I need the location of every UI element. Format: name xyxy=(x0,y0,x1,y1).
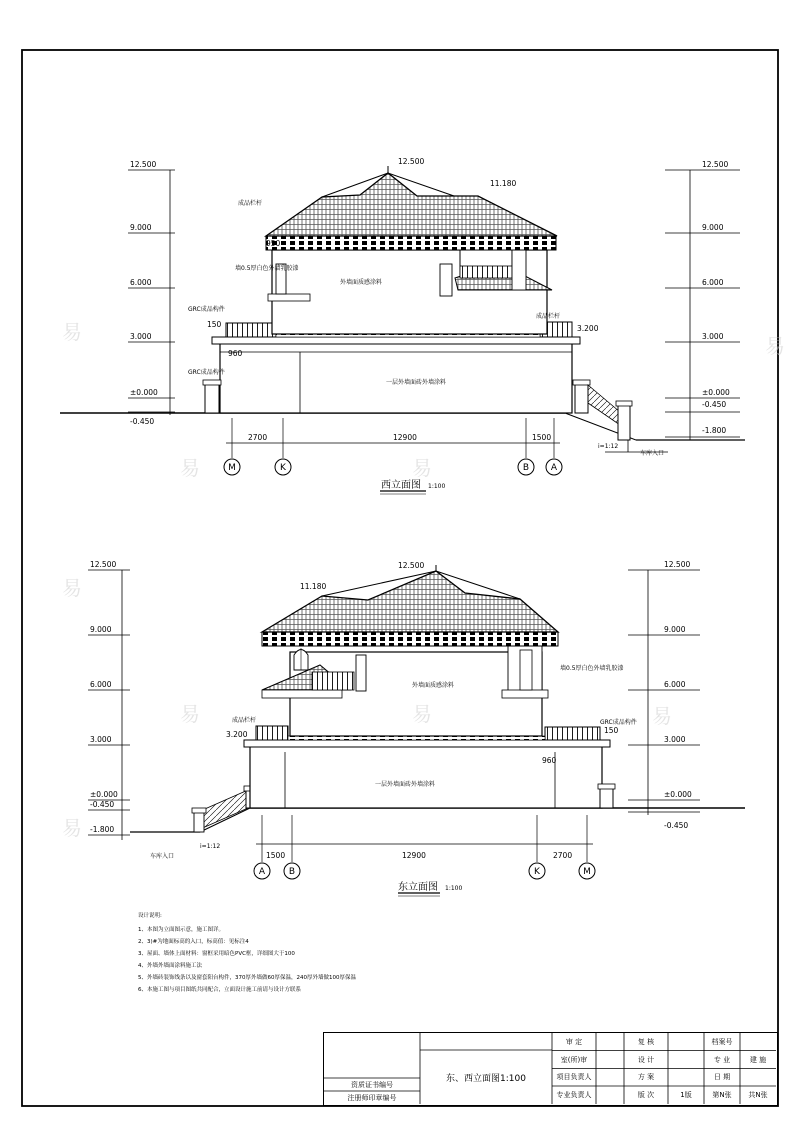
west-level-right: 3.000 xyxy=(702,332,724,341)
tb-cell: 项目负责人 xyxy=(556,1073,592,1082)
notes-item: 5、外墙砖装饰线条以及窗套阳台构件，370厚外墙做60厚保温，240厚外墙做100厚保温 xyxy=(138,975,356,981)
drawing-name: 东、西立面图1:100 xyxy=(446,1073,526,1084)
tb-cell: 档案号 xyxy=(711,1037,733,1046)
tb-cell: 第N张 xyxy=(712,1091,732,1099)
east-axis-label: K xyxy=(534,867,540,877)
watermark: 易 xyxy=(180,456,200,480)
east-callout: i=1:12 xyxy=(200,843,221,850)
tb-cell: 专业负责人 xyxy=(556,1091,592,1099)
east-level-left: 6.000 xyxy=(90,680,112,689)
east-level-right: -0.450 xyxy=(664,821,689,830)
notes-item: 1、本图为立面图示意，施工图详。 xyxy=(138,927,225,933)
west-callout: i=1:12 xyxy=(598,443,619,450)
east-title: 东立面图 xyxy=(398,882,438,893)
west-callout: GRC成品构件 xyxy=(188,369,225,376)
tb-cell: 日 期 xyxy=(713,1073,731,1082)
west-callout: 外墙面质感涂料 xyxy=(340,279,383,286)
west-level-right: -1.800 xyxy=(702,426,727,435)
watermark: 易 xyxy=(652,704,672,728)
east-axis-dim: 12900 xyxy=(402,851,426,860)
east-callout: 墙0.5厚白色外墙乳胶漆 xyxy=(560,665,624,672)
tb-cell: 1版 xyxy=(680,1091,692,1099)
tb-cell: 建 施 xyxy=(749,1055,767,1064)
notes-item: 2、3)#为地面标高的入口，标高值：见标注4 xyxy=(138,939,249,945)
tb-cell: 室(所)审 xyxy=(560,1055,588,1064)
east-level-right: 3.000 xyxy=(664,735,686,744)
notes-item: 4、外墙外墙面涂料施工法 xyxy=(138,963,203,969)
watermark: 易 xyxy=(412,702,432,726)
west-level-left: 3.000 xyxy=(130,332,152,341)
west-elevation xyxy=(60,166,745,494)
west-level-right: 9.000 xyxy=(702,223,724,232)
east-callout: GRC成品构件 xyxy=(600,719,637,726)
east-callout: 一层外墙面砖外墙涂料 xyxy=(375,781,436,788)
west-axis-dim: 12900 xyxy=(393,433,417,442)
east-level-left: -1.800 xyxy=(90,825,115,834)
tb-cell: 专 业 xyxy=(713,1055,731,1064)
cert-number-label: 资质证书编号 xyxy=(351,1080,393,1089)
watermark: 易 xyxy=(62,320,82,344)
west-axis-label: M xyxy=(228,463,236,473)
title-block xyxy=(323,1032,778,1106)
watermark: 易 xyxy=(765,334,785,358)
design-notes xyxy=(138,910,356,996)
notes-item: 3、屋面、墙体上面材料：窗框采用暗色PVC框，详细图大于100 xyxy=(138,951,295,957)
east-callout: 成品栏杆 xyxy=(232,717,257,724)
east-level-left: ±0.000 xyxy=(90,790,118,799)
east-dim: 150 xyxy=(604,726,619,735)
west-level-right: ±0.000 xyxy=(702,388,730,397)
west-level-left: -0.450 xyxy=(130,417,155,426)
east-callout: 车库入口 xyxy=(150,853,175,860)
tb-cell: 复 核 xyxy=(637,1037,655,1046)
east-axis-dim: 2700 xyxy=(553,851,573,860)
west-callout: 成品栏杆 xyxy=(536,313,561,320)
watermark: 易 xyxy=(62,576,82,600)
east-top-level: 12.500 xyxy=(398,561,425,570)
east-level-right: ±0.000 xyxy=(664,790,692,799)
west-level-left: ±0.000 xyxy=(130,388,158,397)
notes-heading: 设计说明: xyxy=(138,913,162,919)
west-dim: 150 xyxy=(207,320,222,329)
west-level-left: 6.000 xyxy=(130,278,152,287)
west-level-right: 12.500 xyxy=(702,160,729,169)
west-callout: 墙0.5厚白色外墙乳胶漆 xyxy=(235,265,299,272)
west-level-right: 6.000 xyxy=(702,278,724,287)
west-dim: 950 xyxy=(266,239,281,248)
watermark: 易 xyxy=(180,702,200,726)
west-level-left: 9.000 xyxy=(130,223,152,232)
west-axis-dim: 1500 xyxy=(532,433,552,442)
west-ridge-level: 11.180 xyxy=(490,179,517,188)
east-level-right: 6.000 xyxy=(664,680,686,689)
west-terrace-level: 3.200 xyxy=(577,324,599,333)
watermark: 易 xyxy=(62,816,82,840)
east-terrace-level: 3.200 xyxy=(226,730,248,739)
tb-cell: 方 案 xyxy=(637,1073,655,1082)
east-axis-label: A xyxy=(258,867,266,877)
east-level-right: 12.500 xyxy=(664,560,691,569)
notes-item: 6、本施工图与项目图纸共同配合，立面设计施工前请与设计方联系 xyxy=(138,987,302,993)
east-axis-dim: 1500 xyxy=(266,851,286,860)
west-scale: 1:100 xyxy=(428,483,446,490)
west-callout: 一层外墙面砖外墙涂料 xyxy=(386,379,447,386)
east-callout: 外墙面质感涂料 xyxy=(412,682,455,689)
west-callout: 成品栏杆 xyxy=(238,200,263,207)
west-level-right: -0.450 xyxy=(702,400,727,409)
east-level-right: 9.000 xyxy=(664,625,686,634)
east-scale: 1:100 xyxy=(445,885,463,892)
east-ridge-level: 11.180 xyxy=(300,582,327,591)
west-axis-label: K xyxy=(280,463,286,473)
east-axis-label: B xyxy=(288,867,296,877)
west-top-level: 12.500 xyxy=(398,157,425,166)
west-axis-label: A xyxy=(550,463,558,473)
east-elevation xyxy=(88,565,745,896)
watermark: 易 xyxy=(412,456,432,480)
seal-number-label: 注册师印章编号 xyxy=(347,1093,397,1102)
east-level-left: 12.500 xyxy=(90,560,117,569)
tb-cell: 设 计 xyxy=(637,1055,655,1064)
west-level-left: 12.500 xyxy=(130,160,157,169)
east-level-left: 3.000 xyxy=(90,735,112,744)
west-dim: 960 xyxy=(228,349,243,358)
west-callout: GRC成品构件 xyxy=(188,306,225,313)
east-axis-label: M xyxy=(583,867,591,877)
east-dim: 960 xyxy=(542,756,557,765)
west-axis-dim: 2700 xyxy=(248,433,268,442)
tb-cell: 版 次 xyxy=(637,1091,655,1099)
east-level-left: -0.450 xyxy=(90,800,115,809)
west-callout: 车库入口 xyxy=(640,450,665,457)
west-title: 西立面图 xyxy=(381,480,421,491)
east-level-left: 9.000 xyxy=(90,625,112,634)
west-axis-label: B xyxy=(522,463,530,473)
tb-cell: 共N张 xyxy=(748,1091,768,1099)
tb-cell: 审 定 xyxy=(565,1037,583,1046)
